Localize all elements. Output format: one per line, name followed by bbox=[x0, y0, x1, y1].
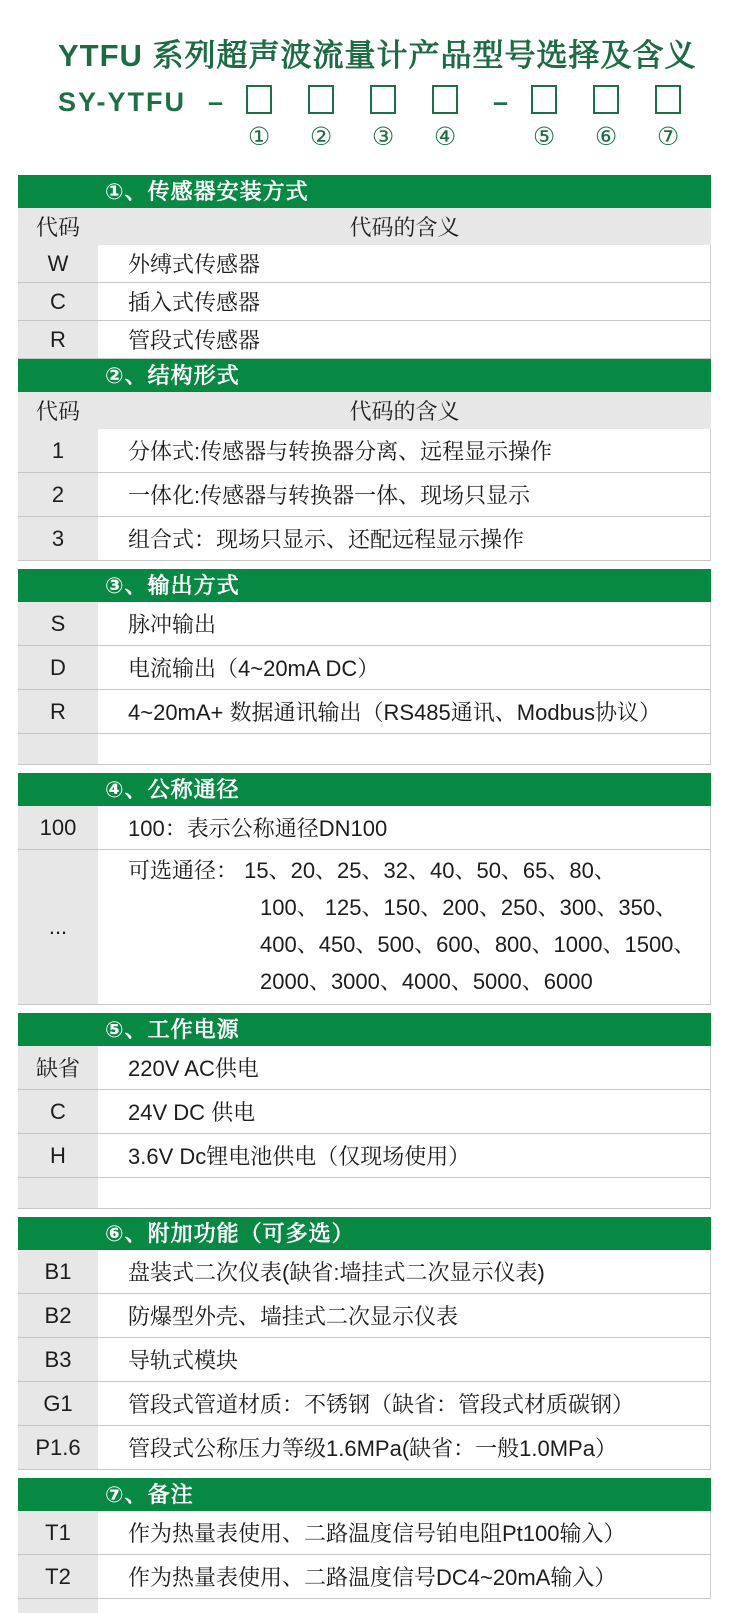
model-format-line bbox=[58, 85, 750, 163]
table-row bbox=[18, 850, 711, 1005]
meaning-cell: 管段式管道材质：不锈钢（缺省：管段式材质碳钢） bbox=[98, 1382, 711, 1425]
code-column-header: 代码 bbox=[35, 215, 80, 240]
table-row bbox=[18, 690, 711, 734]
meaning-line: 2000、3000、4000、5000、6000 bbox=[260, 969, 593, 994]
model-dash: – bbox=[208, 87, 224, 117]
table-row bbox=[18, 1134, 711, 1178]
code-cell: W bbox=[18, 245, 98, 282]
table-row bbox=[18, 646, 711, 690]
table-row bbox=[18, 1426, 711, 1470]
section-header-bar: ⑥、附加功能（可多选） bbox=[18, 1217, 711, 1250]
code-cell: H bbox=[18, 1134, 98, 1177]
meaning-cell bbox=[98, 850, 711, 1004]
section-header-bar: ⑦、备注 bbox=[18, 1478, 711, 1511]
position-number: ⑤ bbox=[532, 123, 556, 151]
model-code-box bbox=[655, 85, 681, 114]
code-cell: D bbox=[18, 646, 98, 689]
section-header-bar: ③、输出方式 bbox=[18, 569, 711, 602]
code-cell: P1.6 bbox=[18, 1426, 98, 1469]
meaning-cell: 220V AC供电 bbox=[98, 1046, 711, 1089]
meaning-line: 可选通径： 15、20、25、32、40、50、65、80、 bbox=[128, 858, 616, 883]
model-slot-4 bbox=[431, 85, 459, 151]
model-code-box bbox=[246, 85, 272, 114]
meaning-column-header: 代码的含义 bbox=[349, 399, 460, 424]
empty-row bbox=[18, 734, 711, 765]
code-cell: R bbox=[18, 321, 98, 358]
section-6 bbox=[18, 1217, 711, 1470]
table-row bbox=[18, 517, 711, 561]
table-row bbox=[18, 1382, 711, 1426]
position-number: ② bbox=[309, 123, 333, 151]
meaning-cell: 插入式传感器 bbox=[98, 283, 711, 320]
meaning-cell: 4~20mA+ 数据通讯输出（RS485通讯、Modbus协议） bbox=[98, 690, 711, 733]
code-cell: T2 bbox=[18, 1555, 98, 1598]
position-number: ⑥ bbox=[594, 123, 618, 151]
section-header-bar: ②、结构形式 bbox=[18, 359, 711, 392]
code-cell: R bbox=[18, 690, 98, 733]
position-number: ① bbox=[247, 123, 271, 151]
column-header-row bbox=[18, 392, 711, 429]
model-prefix: SY-YTFU bbox=[58, 87, 187, 117]
table-row bbox=[18, 1511, 711, 1555]
meaning-cell: 分体式:传感器与转换器分离、远程显示操作 bbox=[98, 429, 711, 472]
code-cell: B1 bbox=[18, 1250, 98, 1293]
meaning-cell: 电流输出（4~20mA DC） bbox=[98, 646, 711, 689]
table-row bbox=[18, 1294, 711, 1338]
model-slot-3 bbox=[369, 85, 397, 151]
model-code-box bbox=[593, 85, 619, 114]
code-cell: 100 bbox=[18, 806, 98, 849]
model-code-box bbox=[531, 85, 557, 114]
table-row bbox=[18, 1046, 711, 1090]
code-cell: C bbox=[18, 1090, 98, 1133]
meaning-cell: 100：表示公称通径DN100 bbox=[98, 806, 711, 849]
model-slot-6 bbox=[592, 85, 620, 151]
position-number: ⑦ bbox=[656, 123, 680, 151]
table-row bbox=[18, 1090, 711, 1134]
table-row bbox=[18, 1555, 711, 1599]
meaning-cell: 管段式公称压力等级1.6MPa(缺省：一般1.0MPa） bbox=[98, 1426, 711, 1469]
section-header-bar: ⑤、工作电源 bbox=[18, 1013, 711, 1046]
meaning-cell: 24V DC 供电 bbox=[98, 1090, 711, 1133]
model-code-box bbox=[432, 85, 458, 114]
section-7 bbox=[18, 1478, 711, 1599]
position-number: ④ bbox=[433, 123, 457, 151]
code-column-header: 代码 bbox=[35, 399, 80, 424]
meaning-cell: 防爆型外壳、墙挂式二次显示仪表 bbox=[98, 1294, 711, 1337]
meaning-cell: 作为热量表使用、二路温度信号铂电阻Pt100输入） bbox=[98, 1511, 711, 1554]
table-row bbox=[18, 429, 711, 473]
section-4 bbox=[18, 773, 711, 1005]
empty-row bbox=[18, 1178, 711, 1209]
meaning-cell: 管段式传感器 bbox=[98, 321, 711, 358]
code-cell: 3 bbox=[18, 517, 98, 560]
bottom-partial-row bbox=[18, 1599, 98, 1613]
table-row bbox=[18, 602, 711, 646]
spec-table bbox=[18, 175, 711, 1599]
table-row bbox=[18, 245, 711, 283]
model-slot-1 bbox=[245, 85, 273, 151]
meaning-line: 100、 125、150、200、250、300、350、 bbox=[260, 895, 678, 920]
meaning-column-header: 代码的含义 bbox=[349, 215, 460, 240]
meaning-cell bbox=[98, 1178, 711, 1208]
meaning-cell: 外缚式传感器 bbox=[98, 245, 711, 282]
section-2 bbox=[18, 359, 711, 561]
section-header-bar: ④、公称通径 bbox=[18, 773, 711, 806]
meaning-cell: 盘装式二次仪表(缺省:墙挂式二次显示仪表) bbox=[98, 1250, 711, 1293]
section-1 bbox=[18, 175, 711, 359]
meaning-cell: 3.6V Dc锂电池供电（仅现场使用） bbox=[98, 1134, 711, 1177]
model-slot-2 bbox=[307, 85, 335, 151]
meaning-cell: 一体化:传感器与转换器一体、现场只显示 bbox=[98, 473, 711, 516]
meaning-line: 400、450、500、600、800、1000、1500、 bbox=[260, 932, 696, 957]
code-cell bbox=[18, 734, 98, 764]
code-cell: B2 bbox=[18, 1294, 98, 1337]
meaning-cell: 脉冲输出 bbox=[98, 602, 711, 645]
code-cell bbox=[18, 1178, 98, 1208]
table-row bbox=[18, 1250, 711, 1294]
table-row bbox=[18, 1338, 711, 1382]
code-cell: G1 bbox=[18, 1382, 98, 1425]
table-row bbox=[18, 473, 711, 517]
code-cell: S bbox=[18, 602, 98, 645]
meaning-cell: 组合式：现场只显示、还配远程显示操作 bbox=[98, 517, 711, 560]
code-cell: 2 bbox=[18, 473, 98, 516]
position-number: ③ bbox=[371, 123, 395, 151]
meaning-cell: 导轨式模块 bbox=[98, 1338, 711, 1381]
model-slot-5 bbox=[530, 85, 558, 151]
model-dash: – bbox=[493, 87, 509, 117]
code-cell: C bbox=[18, 283, 98, 320]
model-code-box bbox=[308, 85, 334, 114]
code-cell: 1 bbox=[18, 429, 98, 472]
section-5 bbox=[18, 1013, 711, 1209]
table-row bbox=[18, 806, 711, 850]
code-cell: T1 bbox=[18, 1511, 98, 1554]
code-cell: ... bbox=[18, 850, 98, 1004]
table-row bbox=[18, 321, 711, 359]
model-slot-7 bbox=[654, 85, 682, 151]
table-row bbox=[18, 283, 711, 321]
column-header-row bbox=[18, 208, 711, 245]
code-cell: 缺省 bbox=[18, 1046, 98, 1089]
section-3 bbox=[18, 569, 711, 765]
code-cell: B3 bbox=[18, 1338, 98, 1381]
page-title: YTFU 系列超声波流量计产品型号选择及含义 bbox=[58, 38, 697, 73]
model-code-box bbox=[370, 85, 396, 114]
section-header-bar: ①、传感器安装方式 bbox=[18, 175, 711, 208]
meaning-cell bbox=[98, 734, 711, 764]
meaning-cell: 作为热量表使用、二路温度信号DC4~20mA输入） bbox=[98, 1555, 711, 1598]
